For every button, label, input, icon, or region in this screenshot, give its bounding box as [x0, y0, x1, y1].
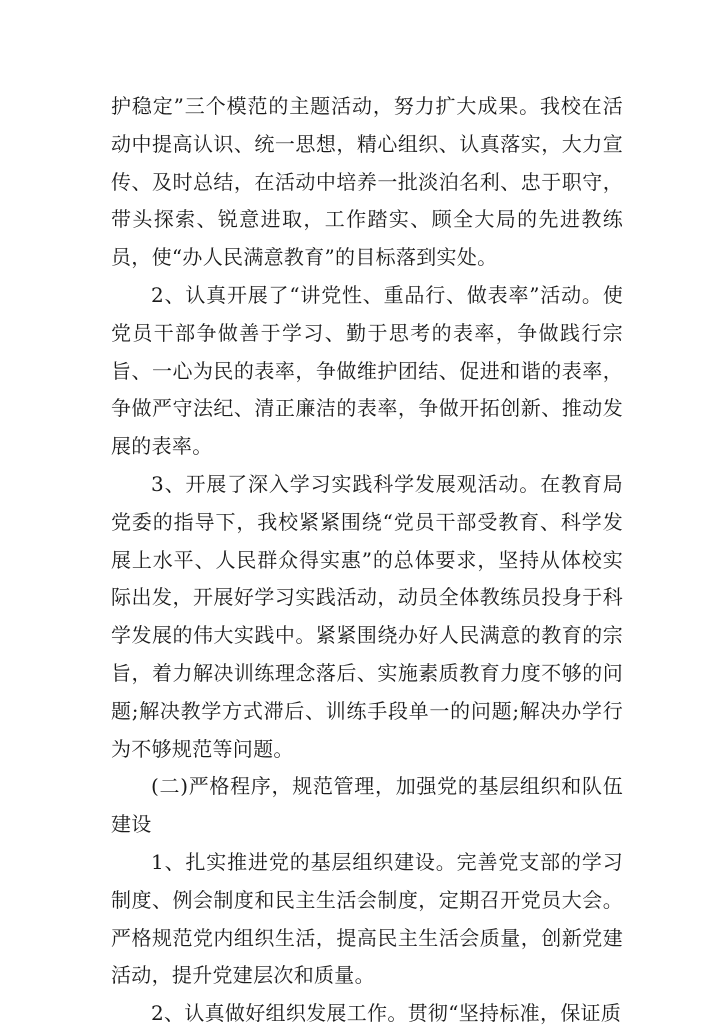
paragraph-activity-results: 护稳定”三个模范的主题活动，努力扩大成果。我校在活动中提高认识、统一思想，精心组织、认真落实，大力宣传、及时总结，在活动中培养一批淡泊名利、忠于职守，带头探索、锐意进取，工作踏实、顾全大局的先进教练员，使“办人民满意教育”的目标落到实处。 [111, 94, 623, 270]
paragraph-organization-building: 1、扎实推进党的基层组织建设。完善党支部的学习制度、例会制度和民主生活会制度，定期召开党员大会。严格规范党内组织生活，提高民主生活会质量，创新党建活动，提升党建层次和质量。 [111, 849, 623, 988]
paragraph-scientific-development: 3、开展了深入学习实践科学发展观活动。在教育局党委的指导下，我校紧紧围绕“党员干部受教育、科学发展上水平、人民群众得实惠”的总体要求，坚持从体校实际出发，开展好学习实践活动，动员全体教练员投身于科学发展的伟大实践中。紧紧围绕办好人民满意的教育的宗旨，着力解决训练理念落后、实施素质教育力度不够的问题;解决教学方式滞后、训练手段单一的问题;解决办学行为不够规范等问题。 [111, 471, 623, 761]
paragraph-organization-development: 2、认真做好组织发展工作。贯彻“坚持标准，保证质 [151, 1001, 622, 1026]
document-body [111, 88, 623, 1033]
paragraph-party-spirit-campaign: 2、认真开展了“讲党性、重品行、做表率”活动。使党员干部争做善于学习、勤于思考的表率，争做践行宗旨、一心为民的表率，争做维护团结、促进和谐的表率，争做严守法纪、清正廉洁的表率，争做开拓创新、推动发展的表率。 [111, 282, 623, 459]
section-heading-grassroots-organization: (二)严格程序，规范管理，加强党的基层组织和队伍建设 [111, 774, 623, 837]
